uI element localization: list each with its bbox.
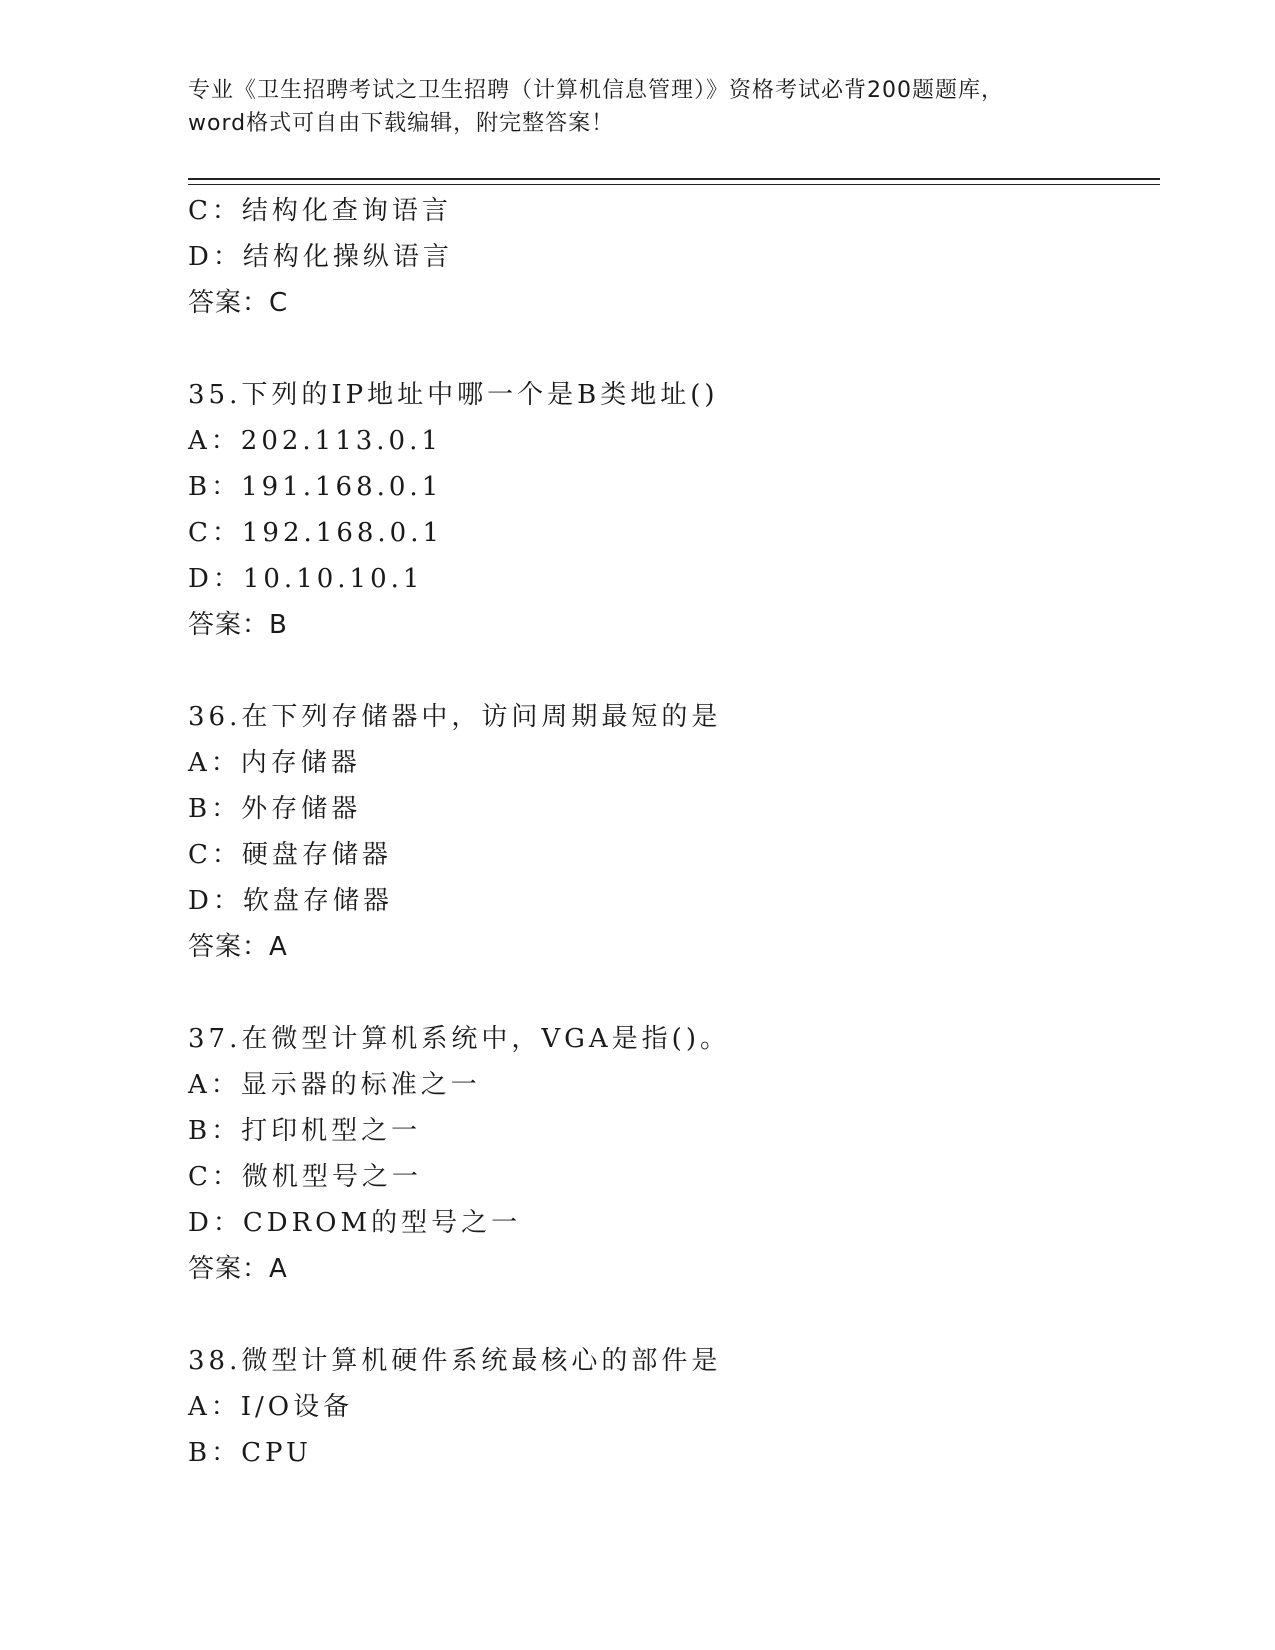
- answer-line: 答案：A: [188, 932, 288, 962]
- question-gap: [188, 648, 1148, 694]
- option-c: C：硬盘存储器: [188, 840, 392, 870]
- question-gap: [188, 326, 1148, 372]
- option-a: A：内存储器: [188, 748, 361, 778]
- option-a: A：显示器的标准之一: [188, 1070, 481, 1100]
- option-c: C：微机型号之一: [188, 1162, 422, 1192]
- question-block-36: [188, 694, 1148, 970]
- option-d: D：结构化操纵语言: [188, 242, 453, 272]
- question-block-37: [188, 1016, 1148, 1292]
- question-block-38: [188, 1338, 1148, 1476]
- option-a: A：202.113.0.1: [188, 426, 442, 456]
- header-line-1: 专业《卫生招聘考试之卫生招聘（计算机信息管理）》资格考试必背200题题库，: [188, 78, 1004, 103]
- option-a: A：I/O设备: [188, 1392, 354, 1422]
- option-c: C：192.168.0.1: [188, 518, 444, 548]
- question-gap: [188, 970, 1148, 1016]
- option-b: B：打印机型之一: [188, 1116, 422, 1146]
- question-text: 37.在微型计算机系统中，VGA是指()。: [188, 1024, 730, 1054]
- document-header: [188, 74, 1148, 140]
- option-b: B：191.168.0.1: [188, 472, 443, 502]
- question-block-partial: [188, 188, 1148, 326]
- question-text: 35.下列的IP地址中哪一个是B类地址(): [188, 380, 719, 410]
- answer-line: 答案：B: [188, 610, 288, 640]
- header-divider-thick: [188, 178, 1160, 180]
- option-d: D：软盘存储器: [188, 886, 393, 916]
- question-text: 38.微型计算机硬件系统最核心的部件是: [188, 1346, 722, 1376]
- question-text: 36.在下列存储器中，访问周期最短的是: [188, 702, 722, 732]
- option-b: B：CPU: [188, 1438, 312, 1468]
- answer-line: 答案：C: [188, 288, 289, 318]
- header-line-2: word格式可自由下载编辑，附完整答案！: [188, 111, 615, 136]
- header-divider-thin: [188, 184, 1160, 185]
- question-gap: [188, 1292, 1148, 1338]
- option-b: B：外存储器: [188, 794, 362, 824]
- question-list: [188, 188, 1148, 1476]
- question-block-35: [188, 372, 1148, 648]
- answer-line: 答案：A: [188, 1254, 288, 1284]
- option-d: D：CDROM的型号之一: [188, 1208, 522, 1238]
- option-d: D：10.10.10.1: [188, 564, 424, 594]
- option-c: C：结构化查询语言: [188, 196, 452, 226]
